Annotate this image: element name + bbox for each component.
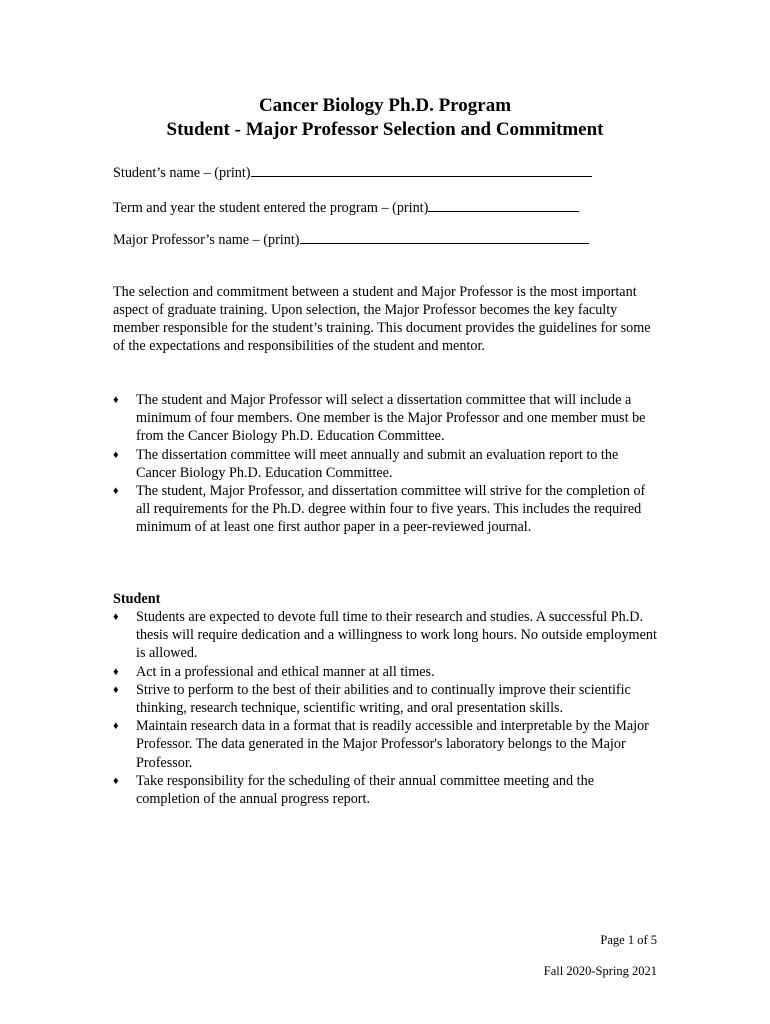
list-item <box>113 391 658 446</box>
list-item <box>113 717 658 772</box>
list-item <box>113 772 658 808</box>
term-year-label: Term and year the student entered the program – (print) <box>113 200 429 216</box>
diamond-bullet-icon: ♦ <box>113 720 119 733</box>
major-professor-blank[interactable] <box>300 230 589 244</box>
term-year-field <box>113 198 579 217</box>
diamond-bullet-icon: ♦ <box>113 665 119 678</box>
list-item-text: Students are expected to devote full time to their research and studies. A successful Ph.D. thesis will require dedication and a willingness to work long hours. No outside employment is allowed. <box>136 609 657 662</box>
diamond-bullet-icon: ♦ <box>113 774 119 787</box>
term-label: Fall 2020-Spring 2021 <box>543 964 657 978</box>
page-number: Page 1 of 5 <box>600 933 657 947</box>
list-item-text: Take responsibility for the scheduling of their annual committee meeting and the completion of the annual progress report. <box>136 772 594 808</box>
diamond-bullet-icon: ♦ <box>113 611 119 623</box>
list-item-text: The student and Major Professor will select a dissertation committee that will include a minimum of four members. One member is the Major Professor and one member must be from the Cancer Biology Ph.D. Education Committee. <box>136 392 646 445</box>
list-item <box>113 608 658 663</box>
list-item-text: Maintain research data in a format that is readily accessible and interpretable by the Major Professor. The data generated in the Major Professor's laboratory belongs to the Major Professor. <box>136 718 649 771</box>
list-item-text: Strive to perform to the best of their abilities and to continually improve their scientific thinking, research technique, scientific writing, and oral presentation skills. <box>136 681 631 717</box>
diamond-bullet-icon: ♦ <box>113 683 119 696</box>
student-section-heading: Student <box>113 591 161 607</box>
diamond-bullet-icon: ♦ <box>113 485 119 498</box>
list-item-text: The dissertation committee will meet annually and submit an evaluation report to the Cancer Biology Ph.D. Education Committee. <box>136 446 619 481</box>
term-year-blank[interactable] <box>428 198 579 212</box>
intro-paragraph: The selection and commitment between a student and Major Professor is the most important aspect of graduate training. Upon selection, the Major Professor becomes the key faculty member responsible for the student’s training. This document provides the guidelines for some of the expectations and responsibilities of the student and mentor. <box>113 284 651 354</box>
document-subtitle: Student - Major Professor Selection and Commitment <box>166 119 604 140</box>
diamond-bullet-icon: ♦ <box>113 448 119 461</box>
document-title: Cancer Biology Ph.D. Program <box>258 95 512 116</box>
list-item-text: Act in a professional and ethical manner at all times. <box>136 663 435 680</box>
general-bullet-list <box>113 391 658 537</box>
major-professor-field <box>113 230 589 249</box>
student-name-label: Student’s name – (print) <box>113 165 251 181</box>
list-item <box>113 482 658 537</box>
list-item <box>113 663 658 681</box>
list-item-text: The student, Major Professor, and dissertation committee will strive for the completion of all requirements for the Ph.D. degree within four to five years. This includes the required minimum of at least one first author paper in a peer-reviewed journal. <box>136 483 646 536</box>
student-bullet-list <box>113 608 658 808</box>
diamond-bullet-icon: ♦ <box>113 394 119 406</box>
list-item <box>113 446 658 482</box>
student-name-blank[interactable] <box>251 163 592 177</box>
list-item <box>113 681 658 717</box>
major-professor-label: Major Professor’s name – (print) <box>113 232 300 248</box>
student-name-field <box>113 163 592 182</box>
